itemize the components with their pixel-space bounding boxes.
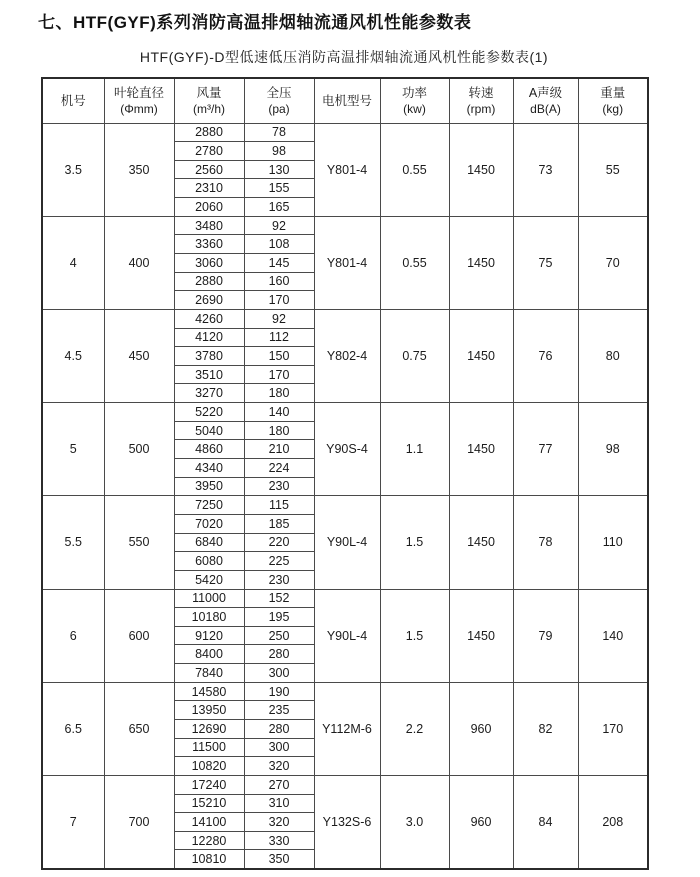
cell-power: 3.0 bbox=[380, 775, 449, 868]
cell-air-volume: 4120 bbox=[174, 328, 244, 347]
cell-air-volume: 4260 bbox=[174, 309, 244, 328]
cell-impeller-diameter: 550 bbox=[104, 496, 174, 589]
cell-power: 1.5 bbox=[380, 589, 449, 682]
column-header-speed bbox=[449, 78, 513, 123]
cell-air-volume: 2690 bbox=[174, 291, 244, 310]
cell-total-pressure: 115 bbox=[244, 496, 314, 515]
column-header-weight-unit: (kg) bbox=[602, 101, 624, 116]
cell-motor-model: Y802-4 bbox=[314, 309, 380, 402]
column-header-total-pressure bbox=[244, 78, 314, 123]
cell-speed: 1450 bbox=[449, 309, 513, 402]
cell-air-volume: 13950 bbox=[174, 701, 244, 720]
cell-total-pressure: 230 bbox=[244, 477, 314, 496]
cell-total-pressure: 112 bbox=[244, 328, 314, 347]
cell-total-pressure: 310 bbox=[244, 794, 314, 813]
cell-total-pressure: 92 bbox=[244, 309, 314, 328]
column-header-total-pressure-unit: (pa) bbox=[268, 101, 290, 116]
cell-power: 2.2 bbox=[380, 682, 449, 775]
table-row-group0-sub0 bbox=[42, 123, 648, 142]
cell-fan-number: 4.5 bbox=[42, 309, 104, 402]
cell-air-volume: 6840 bbox=[174, 533, 244, 552]
table-row-group1-sub0 bbox=[42, 216, 648, 235]
cell-total-pressure: 130 bbox=[244, 160, 314, 179]
fan-performance-table bbox=[41, 77, 649, 870]
cell-motor-model: Y112M-6 bbox=[314, 682, 380, 775]
cell-air-volume: 10810 bbox=[174, 850, 244, 869]
cell-air-volume: 9120 bbox=[174, 626, 244, 645]
cell-air-volume: 2310 bbox=[174, 179, 244, 198]
cell-weight: 70 bbox=[578, 216, 648, 309]
cell-air-volume: 7020 bbox=[174, 514, 244, 533]
cell-fan-number: 7 bbox=[42, 775, 104, 868]
cell-noise-level: 73 bbox=[513, 123, 578, 216]
cell-total-pressure: 152 bbox=[244, 589, 314, 608]
cell-total-pressure: 250 bbox=[244, 626, 314, 645]
cell-speed: 1450 bbox=[449, 216, 513, 309]
cell-power: 1.5 bbox=[380, 496, 449, 589]
cell-power: 0.55 bbox=[380, 216, 449, 309]
cell-weight: 110 bbox=[578, 496, 648, 589]
cell-noise-level: 84 bbox=[513, 775, 578, 868]
cell-total-pressure: 155 bbox=[244, 179, 314, 198]
cell-air-volume: 14100 bbox=[174, 813, 244, 832]
cell-total-pressure: 180 bbox=[244, 421, 314, 440]
cell-total-pressure: 170 bbox=[244, 365, 314, 384]
column-header-impeller-diameter-unit: (Φmm) bbox=[120, 101, 158, 116]
cell-total-pressure: 170 bbox=[244, 291, 314, 310]
column-header-speed-unit: (rpm) bbox=[466, 101, 496, 116]
cell-total-pressure: 224 bbox=[244, 459, 314, 478]
table-row-group3-sub0 bbox=[42, 403, 648, 422]
column-header-power bbox=[380, 78, 449, 123]
table-subtitle: HTF(GYF)-D型低速低压消防高温排烟轴流通风机性能参数表(1) bbox=[139, 49, 549, 65]
cell-air-volume: 11000 bbox=[174, 589, 244, 608]
cell-motor-model: Y90S-4 bbox=[314, 403, 380, 496]
cell-speed: 1450 bbox=[449, 496, 513, 589]
table-row-group6-sub0 bbox=[42, 682, 648, 701]
cell-air-volume: 5040 bbox=[174, 421, 244, 440]
cell-total-pressure: 98 bbox=[244, 142, 314, 161]
cell-air-volume: 17240 bbox=[174, 775, 244, 794]
cell-power: 1.1 bbox=[380, 403, 449, 496]
column-header-speed-label: 转速 bbox=[468, 86, 494, 101]
cell-air-volume: 2780 bbox=[174, 142, 244, 161]
cell-motor-model: Y801-4 bbox=[314, 123, 380, 216]
cell-air-volume: 10180 bbox=[174, 608, 244, 627]
cell-total-pressure: 210 bbox=[244, 440, 314, 459]
column-header-power-unit: (kw) bbox=[403, 101, 426, 116]
cell-total-pressure: 320 bbox=[244, 757, 314, 776]
cell-total-pressure: 140 bbox=[244, 403, 314, 422]
table-header-row bbox=[42, 78, 648, 123]
cell-total-pressure: 230 bbox=[244, 570, 314, 589]
cell-impeller-diameter: 500 bbox=[104, 403, 174, 496]
cell-impeller-diameter: 450 bbox=[104, 309, 174, 402]
table-row-group5-sub0 bbox=[42, 589, 648, 608]
cell-total-pressure: 108 bbox=[244, 235, 314, 254]
cell-air-volume: 3360 bbox=[174, 235, 244, 254]
column-header-noise-level-label: A声级 bbox=[528, 86, 563, 101]
column-header-noise-level-unit: dB(A) bbox=[530, 101, 561, 116]
cell-air-volume: 15210 bbox=[174, 794, 244, 813]
cell-motor-model: Y132S-6 bbox=[314, 775, 380, 868]
cell-speed: 1450 bbox=[449, 589, 513, 682]
column-header-power-label: 功率 bbox=[401, 86, 427, 101]
cell-impeller-diameter: 350 bbox=[104, 123, 174, 216]
cell-air-volume: 2880 bbox=[174, 123, 244, 142]
cell-air-volume: 4340 bbox=[174, 459, 244, 478]
cell-air-volume: 11500 bbox=[174, 738, 244, 757]
cell-weight: 170 bbox=[578, 682, 648, 775]
cell-weight: 208 bbox=[578, 775, 648, 868]
cell-motor-model: Y90L-4 bbox=[314, 589, 380, 682]
cell-noise-level: 79 bbox=[513, 589, 578, 682]
cell-fan-number: 3.5 bbox=[42, 123, 104, 216]
column-header-air-volume-unit: (m³/h) bbox=[193, 101, 225, 116]
cell-fan-number: 5.5 bbox=[42, 496, 104, 589]
cell-total-pressure: 280 bbox=[244, 720, 314, 739]
cell-weight: 55 bbox=[578, 123, 648, 216]
cell-total-pressure: 350 bbox=[244, 850, 314, 869]
cell-weight: 98 bbox=[578, 403, 648, 496]
cell-total-pressure: 145 bbox=[244, 253, 314, 272]
cell-noise-level: 78 bbox=[513, 496, 578, 589]
cell-speed: 1450 bbox=[449, 403, 513, 496]
cell-air-volume: 3780 bbox=[174, 347, 244, 366]
cell-fan-number: 4 bbox=[42, 216, 104, 309]
column-header-total-pressure-label: 全压 bbox=[266, 86, 292, 101]
cell-air-volume: 5220 bbox=[174, 403, 244, 422]
cell-air-volume: 3270 bbox=[174, 384, 244, 403]
cell-impeller-diameter: 650 bbox=[104, 682, 174, 775]
cell-speed: 960 bbox=[449, 682, 513, 775]
cell-air-volume: 6080 bbox=[174, 552, 244, 571]
cell-total-pressure: 150 bbox=[244, 347, 314, 366]
cell-total-pressure: 195 bbox=[244, 608, 314, 627]
cell-air-volume: 7840 bbox=[174, 664, 244, 683]
cell-air-volume: 5420 bbox=[174, 570, 244, 589]
cell-fan-number: 5 bbox=[42, 403, 104, 496]
cell-air-volume: 8400 bbox=[174, 645, 244, 664]
column-header-fan-number-label: 机号 bbox=[60, 93, 86, 108]
column-header-impeller-diameter bbox=[104, 78, 174, 123]
cell-air-volume: 12690 bbox=[174, 720, 244, 739]
cell-motor-model: Y90L-4 bbox=[314, 496, 380, 589]
cell-air-volume: 14580 bbox=[174, 682, 244, 701]
cell-total-pressure: 160 bbox=[244, 272, 314, 291]
cell-weight: 80 bbox=[578, 309, 648, 402]
cell-power: 0.55 bbox=[380, 123, 449, 216]
cell-impeller-diameter: 600 bbox=[104, 589, 174, 682]
column-header-impeller-diameter-label: 叶轮直径 bbox=[113, 86, 164, 101]
cell-noise-level: 82 bbox=[513, 682, 578, 775]
column-header-motor-model-label: 电机型号 bbox=[321, 93, 372, 108]
cell-noise-level: 77 bbox=[513, 403, 578, 496]
cell-total-pressure: 270 bbox=[244, 775, 314, 794]
cell-air-volume: 3510 bbox=[174, 365, 244, 384]
cell-total-pressure: 235 bbox=[244, 701, 314, 720]
cell-air-volume: 3060 bbox=[174, 253, 244, 272]
page-title: 七、HTF(GYF)系列消防高温排烟轴流通风机性能参数表 bbox=[38, 13, 472, 32]
cell-fan-number: 6.5 bbox=[42, 682, 104, 775]
cell-fan-number: 6 bbox=[42, 589, 104, 682]
cell-air-volume: 2060 bbox=[174, 198, 244, 217]
column-header-air-volume-label: 风量 bbox=[196, 86, 222, 101]
cell-speed: 960 bbox=[449, 775, 513, 868]
cell-air-volume: 2560 bbox=[174, 160, 244, 179]
cell-air-volume: 2880 bbox=[174, 272, 244, 291]
cell-total-pressure: 300 bbox=[244, 738, 314, 757]
cell-total-pressure: 300 bbox=[244, 664, 314, 683]
table-row-group7-sub0 bbox=[42, 775, 648, 794]
cell-air-volume: 7250 bbox=[174, 496, 244, 515]
cell-impeller-diameter: 700 bbox=[104, 775, 174, 868]
table-body bbox=[42, 123, 648, 869]
cell-total-pressure: 185 bbox=[244, 514, 314, 533]
cell-total-pressure: 78 bbox=[244, 123, 314, 142]
table-row-group4-sub0 bbox=[42, 496, 648, 515]
cell-motor-model: Y801-4 bbox=[314, 216, 380, 309]
cell-power: 0.75 bbox=[380, 309, 449, 402]
cell-air-volume: 4860 bbox=[174, 440, 244, 459]
cell-noise-level: 76 bbox=[513, 309, 578, 402]
cell-speed: 1450 bbox=[449, 123, 513, 216]
cell-total-pressure: 180 bbox=[244, 384, 314, 403]
cell-weight: 140 bbox=[578, 589, 648, 682]
cell-total-pressure: 165 bbox=[244, 198, 314, 217]
cell-total-pressure: 92 bbox=[244, 216, 314, 235]
cell-air-volume: 12280 bbox=[174, 831, 244, 850]
column-header-weight bbox=[578, 78, 648, 123]
cell-impeller-diameter: 400 bbox=[104, 216, 174, 309]
column-header-weight-label: 重量 bbox=[600, 86, 626, 101]
cell-total-pressure: 330 bbox=[244, 831, 314, 850]
column-header-noise-level bbox=[513, 78, 578, 123]
column-header-motor-model bbox=[314, 78, 380, 123]
table-row-group2-sub0 bbox=[42, 309, 648, 328]
cell-total-pressure: 220 bbox=[244, 533, 314, 552]
cell-air-volume: 3480 bbox=[174, 216, 244, 235]
cell-noise-level: 75 bbox=[513, 216, 578, 309]
cell-total-pressure: 320 bbox=[244, 813, 314, 832]
cell-air-volume: 3950 bbox=[174, 477, 244, 496]
cell-air-volume: 10820 bbox=[174, 757, 244, 776]
column-header-air-volume bbox=[174, 78, 244, 123]
cell-total-pressure: 190 bbox=[244, 682, 314, 701]
cell-total-pressure: 280 bbox=[244, 645, 314, 664]
cell-total-pressure: 225 bbox=[244, 552, 314, 571]
column-header-fan-number bbox=[42, 78, 104, 123]
